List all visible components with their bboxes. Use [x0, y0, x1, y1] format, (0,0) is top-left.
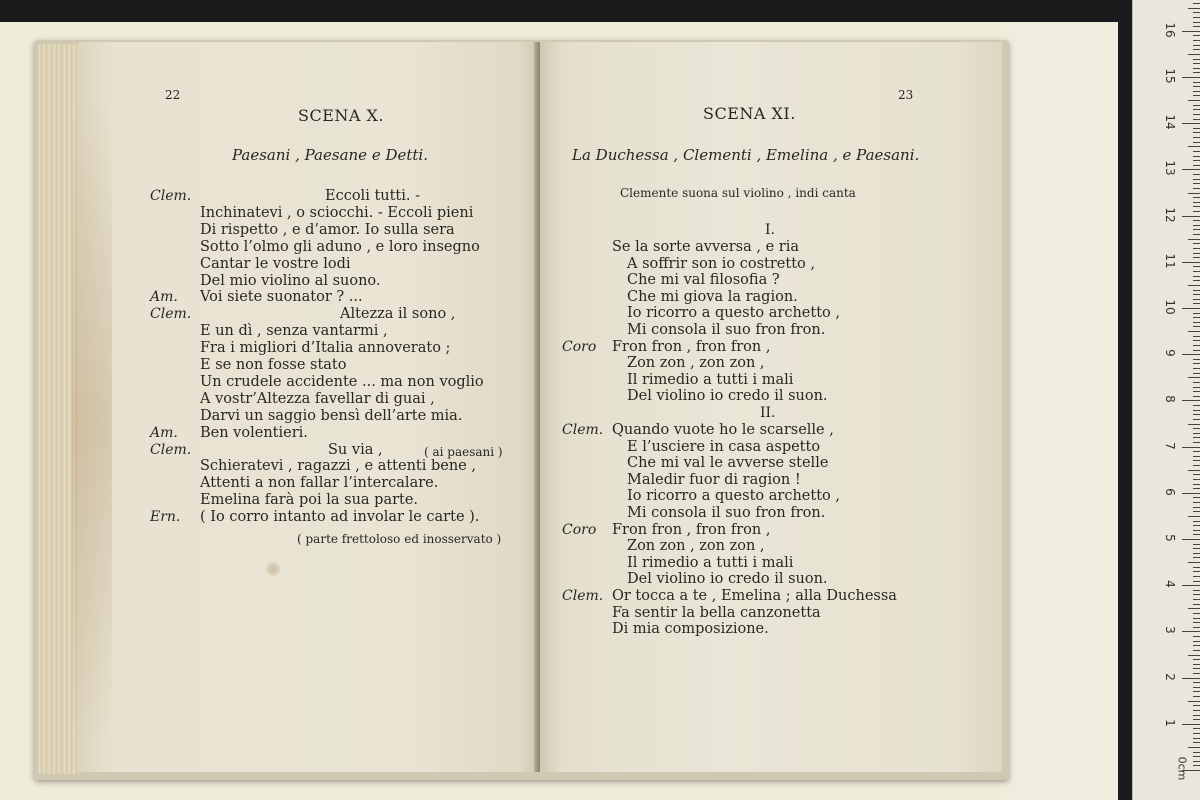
- ruler-tick: [1182, 447, 1200, 448]
- ruler-tick: [1193, 622, 1200, 623]
- ruler-tick: [1193, 437, 1200, 438]
- ruler-tick: [1188, 424, 1200, 425]
- ruler-tick: [1193, 682, 1200, 683]
- ruler-tick: [1193, 650, 1200, 651]
- ruler-tick: [1193, 659, 1200, 660]
- ruler-tick: [1193, 664, 1200, 665]
- song-line: Il rimedio a tutti i mali: [627, 371, 794, 388]
- ruler-tick: [1193, 673, 1200, 674]
- ruler-tick: [1182, 724, 1200, 725]
- dialogue-line: Cantar le vostre lodi: [200, 255, 351, 272]
- ruler-tick: [1193, 502, 1200, 503]
- ruler-number: 4: [1163, 580, 1177, 588]
- ruler-tick: [1193, 705, 1200, 706]
- song-line: Se la sorte avversa , e ria: [612, 239, 799, 255]
- ruler-tick: [1193, 368, 1200, 369]
- ruler-tick: [1193, 40, 1200, 41]
- ruler-tick: [1193, 271, 1200, 272]
- ruler-tick: [1188, 562, 1200, 563]
- speaker-label: Coro: [562, 521, 597, 538]
- ruler-tick: [1193, 257, 1200, 258]
- ruler-tick: [1193, 442, 1200, 443]
- page-number-left: 22: [165, 88, 181, 102]
- ruler-tick: [1193, 63, 1200, 64]
- song-line: Fron fron , fron fron ,: [612, 521, 771, 538]
- ruler-tick: [1188, 146, 1200, 147]
- ruler-tick: [1193, 553, 1200, 554]
- dialogue-line: Del mio violino al suono.: [200, 272, 381, 289]
- ruler-tick: [1182, 400, 1200, 401]
- ruler-number: 15: [1163, 68, 1177, 84]
- ruler-tick: [1193, 22, 1200, 23]
- ruler-number: 13: [1163, 160, 1177, 177]
- ruler-tick: [1193, 294, 1200, 295]
- ruler-tick: [1188, 655, 1200, 656]
- ruler-tick: [1193, 507, 1200, 508]
- dialogue-line: E un dì , senza vantarmi ,: [200, 323, 388, 340]
- song-line: Che mi val le avverse stelle: [627, 455, 829, 472]
- ruler-tick: [1193, 391, 1200, 392]
- ink-spot: [266, 562, 280, 576]
- ruler-tick: [1193, 234, 1200, 235]
- ruler-tick: [1193, 752, 1200, 753]
- ruler-tick: [1193, 91, 1200, 92]
- ruler-tick: [1193, 548, 1200, 549]
- ruler-tick: [1193, 326, 1200, 327]
- ruler-tick: [1193, 465, 1200, 466]
- ruler-tick: [1193, 336, 1200, 337]
- ruler-tick: [1193, 17, 1200, 18]
- song-line: Maledir fuor di ragion !: [627, 471, 801, 488]
- ruler-tick: [1193, 183, 1200, 184]
- background-mat-right: [1000, 22, 1118, 800]
- song-line: Zon zon , zon zon ,: [627, 355, 765, 372]
- scene-title-left: SCENA X.: [298, 106, 384, 125]
- ruler-tick: [1193, 345, 1200, 346]
- speaker-label: Am.: [150, 289, 178, 306]
- edge-foxing: [72, 102, 112, 742]
- ruler-tick: [1193, 72, 1200, 73]
- speaker-label: Am.: [150, 424, 178, 441]
- ruler-tick: [1193, 525, 1200, 526]
- ruler-tick: [1193, 627, 1200, 628]
- ruler-tick: [1193, 636, 1200, 637]
- scene-characters-left: Paesani , Paesane e Detti.: [232, 146, 428, 164]
- ruler-tick: [1193, 109, 1200, 110]
- ruler-tick: [1193, 451, 1200, 452]
- ruler-tick: [1193, 405, 1200, 406]
- ruler-tick: [1193, 114, 1200, 115]
- ruler-tick: [1182, 678, 1200, 679]
- ruler-tick: [1193, 363, 1200, 364]
- dialogue-line: ( Io corro intanto ad involar le carte ).: [200, 509, 480, 526]
- ruler-tick: [1193, 211, 1200, 212]
- ruler-tick: [1193, 521, 1200, 522]
- song-line: Io ricorro a questo archetto ,: [627, 488, 840, 505]
- stage-direction-right: Clemente suona sul violino , indi canta: [620, 186, 856, 200]
- ruler-tick: [1188, 239, 1200, 240]
- ruler-tick: [1188, 8, 1200, 9]
- ruler-tick: [1182, 216, 1200, 217]
- ruler-tick: [1193, 206, 1200, 207]
- ruler-tick: [1193, 188, 1200, 189]
- speaker-label: Clem.: [150, 188, 192, 204]
- inline-stage-direction: ( ai paesani ): [424, 444, 503, 459]
- song-line: Che mi val filosofia ?: [627, 272, 780, 289]
- ruler-tick: [1188, 331, 1200, 332]
- dialogue-line: A vostr’Altezza favellar di guai ,: [200, 390, 435, 407]
- ruler-tick: [1193, 174, 1200, 175]
- ruler-tick: [1193, 119, 1200, 120]
- ruler-tick: [1193, 668, 1200, 669]
- ruler-tick: [1193, 530, 1200, 531]
- ruler-tick: [1193, 765, 1200, 766]
- ruler-tick: [1182, 308, 1200, 309]
- ruler-tick: [1188, 285, 1200, 286]
- ruler-tick: [1193, 687, 1200, 688]
- ruler-tick: [1193, 599, 1200, 600]
- ruler-tick: [1193, 359, 1200, 360]
- song-line: Che mi giova la ragion.: [627, 288, 798, 305]
- dialogue-line: Un crudele accidente ... ma non voglio: [200, 373, 484, 390]
- dialogue-line: E se non fosse stato: [200, 357, 347, 373]
- ruler-tick: [1182, 585, 1200, 586]
- ruler-number: 5: [1163, 534, 1177, 542]
- ruler-tick: [1193, 460, 1200, 461]
- ruler-tick: [1193, 497, 1200, 498]
- ruler-tick: [1188, 701, 1200, 702]
- ruler-tick: [1193, 474, 1200, 475]
- ruler-tick: [1193, 137, 1200, 138]
- ruler-tick: [1193, 151, 1200, 152]
- ruler-number: 14: [1163, 114, 1177, 130]
- ruler-tick: [1193, 428, 1200, 429]
- song-line: Di mia composizione.: [612, 621, 769, 638]
- ruler-tick: [1193, 12, 1200, 13]
- ruler-tick: [1193, 534, 1200, 535]
- ruler-tick: [1188, 54, 1200, 55]
- ruler-tick: [1193, 165, 1200, 166]
- ruler-tick: [1193, 419, 1200, 420]
- ruler-tick: [1193, 382, 1200, 383]
- ruler-tick: [1193, 761, 1200, 762]
- ruler-tick: [1193, 49, 1200, 50]
- ruler-tick: [1193, 322, 1200, 323]
- ruler-number: 2: [1163, 672, 1177, 681]
- ruler-tick: [1193, 719, 1200, 720]
- dialogue-line: Su via ,: [328, 441, 383, 458]
- ruler-tick: [1193, 26, 1200, 27]
- ruler-tick: [1182, 493, 1200, 494]
- ruler-tick: [1193, 197, 1200, 198]
- closing-stage-direction: ( parte frettoloso ed inosservato ): [297, 532, 502, 546]
- speaker-label: Ern.: [150, 509, 181, 526]
- ruler-tick: [1193, 350, 1200, 351]
- ruler-tick: [1193, 387, 1200, 388]
- ruler-tick: [1193, 142, 1200, 143]
- verse-number-two: II.: [760, 405, 776, 421]
- ruler-tick: [1193, 742, 1200, 743]
- song-line: A soffrir son io costretto ,: [627, 255, 815, 272]
- song-line: Fa sentir la bella canzonetta: [612, 604, 821, 621]
- ruler-tick: [1193, 299, 1200, 300]
- ruler-tick: [1193, 511, 1200, 512]
- ruler-tick: [1193, 590, 1200, 591]
- scene-title-right: SCENA XI.: [703, 104, 796, 123]
- song-line: Del violino io credo il suon.: [627, 571, 828, 588]
- dialogue-line: Di rispetto , e d’amor. Io sulla sera: [200, 221, 455, 238]
- dialogue-line: Darvi un saggio bensì dell’arte mia.: [200, 407, 463, 424]
- dialogue-line: Sotto l’olmo gli aduno , e loro insegno: [200, 238, 480, 255]
- ruler-tick: [1188, 470, 1200, 471]
- ruler-tick: [1193, 35, 1200, 36]
- ruler-tick: [1193, 414, 1200, 415]
- ruler-tick: [1193, 202, 1200, 203]
- ruler-tick: [1193, 128, 1200, 129]
- ruler-tick: [1193, 641, 1200, 642]
- ruler-tick: [1193, 710, 1200, 711]
- dialogue-line: Voi siete suonator ? ...: [200, 289, 363, 306]
- ruler-tick: [1188, 608, 1200, 609]
- ruler-tick: [1182, 123, 1200, 124]
- ruler-tick: [1193, 484, 1200, 485]
- ruler-tick: [1193, 276, 1200, 277]
- ruler-tick: [1193, 86, 1200, 87]
- ruler-tick: [1193, 567, 1200, 568]
- song-line: Mi consola il suo fron fron.: [627, 505, 826, 521]
- ruler-tick: [1193, 45, 1200, 46]
- ruler-tick: [1193, 95, 1200, 96]
- ruler-tick: [1193, 280, 1200, 281]
- ruler-tick: [1193, 3, 1200, 4]
- ruler-number: 7: [1163, 441, 1177, 450]
- dialogue-line: Attenti a non fallar l’intercalare.: [200, 475, 439, 492]
- ruler-tick: [1193, 179, 1200, 180]
- ruler-tick: [1193, 544, 1200, 545]
- ruler-tick: [1188, 747, 1200, 748]
- song-line: Quando vuote ho le scarselle ,: [612, 422, 834, 438]
- ruler-tick: [1193, 557, 1200, 558]
- ruler-tick: [1193, 618, 1200, 619]
- ruler-tick: [1182, 631, 1200, 632]
- scene-characters-right: La Duchessa , Clementi , Emelina , e Paesani.: [572, 146, 920, 164]
- ruler-tick: [1182, 169, 1200, 170]
- ruler-tick: [1193, 313, 1200, 314]
- ruler-tick: [1193, 594, 1200, 595]
- dialogue-line: Emelina farà poi la sua parte.: [200, 492, 419, 509]
- song-line: Io ricorro a questo archetto ,: [627, 305, 840, 322]
- ruler-tick: [1182, 262, 1200, 263]
- dialogue-line: Inchinatevi , o sciocchi. - Eccoli pieni: [200, 204, 474, 221]
- ruler-tick: [1193, 696, 1200, 697]
- ruler-number: 9: [1163, 349, 1177, 357]
- dialogue-line: Ben volentieri.: [200, 424, 308, 441]
- ruler-number: 16: [1163, 22, 1177, 38]
- ruler-tick: [1193, 303, 1200, 304]
- speaker-label: Clem.: [150, 441, 192, 458]
- ruler-tick: [1193, 160, 1200, 161]
- ruler-number: 1: [1163, 718, 1177, 727]
- ruler-tick: [1193, 733, 1200, 734]
- song-line: Fron fron , fron fron ,: [612, 338, 771, 355]
- ruler-tick: [1193, 156, 1200, 157]
- song-line: Mi consola il suo fron fron.: [627, 322, 826, 338]
- ruler-tick: [1188, 377, 1200, 378]
- ruler-tick: [1193, 613, 1200, 614]
- ruler-number: 12: [1163, 206, 1177, 223]
- ruler-tick: [1188, 193, 1200, 194]
- ruler-tick: [1193, 433, 1200, 434]
- ruler-tick: [1193, 604, 1200, 605]
- ruler-tick: [1193, 479, 1200, 480]
- ruler-tick: [1193, 396, 1200, 397]
- ruler-tick: [1193, 571, 1200, 572]
- ruler-tick: [1193, 691, 1200, 692]
- dialogue-line: Altezza il sono ,: [340, 306, 456, 323]
- ruler-tick: [1193, 581, 1200, 582]
- ruler-tick: [1193, 59, 1200, 60]
- ruler-tick: [1188, 516, 1200, 517]
- ruler-tick: [1193, 68, 1200, 69]
- page-number-right: 23: [898, 88, 914, 102]
- ruler-tick: [1193, 576, 1200, 577]
- ruler-number: 6: [1163, 487, 1177, 496]
- speaker-label: Clem.: [562, 588, 604, 604]
- verse-number-one: I.: [765, 222, 775, 238]
- ruler-tick: [1193, 266, 1200, 267]
- ruler-tick: [1182, 354, 1200, 355]
- ruler-number: 10: [1163, 299, 1177, 315]
- ruler-tick: [1193, 456, 1200, 457]
- ruler-number: 11: [1163, 253, 1177, 269]
- ruler-tick: [1193, 220, 1200, 221]
- ruler-tick: [1182, 539, 1200, 540]
- ruler-tick: [1193, 756, 1200, 757]
- ruler-tick: [1193, 488, 1200, 489]
- ruler-tick: [1182, 77, 1200, 78]
- ruler-number: 3: [1163, 626, 1177, 635]
- ruler-tick: [1193, 248, 1200, 249]
- ruler-tick: [1193, 645, 1200, 646]
- speaker-label: Coro: [562, 338, 597, 355]
- speaker-label: Clem.: [562, 422, 604, 438]
- ruler-tick: [1193, 317, 1200, 318]
- ruler-tick: [1193, 340, 1200, 341]
- ruler-tick: [1193, 82, 1200, 83]
- ruler-tick: [1182, 31, 1200, 32]
- ruler-tick: [1193, 715, 1200, 716]
- ruler-tick: [1193, 410, 1200, 411]
- speaker-label: Clem.: [150, 306, 192, 323]
- ruler-tick: [1193, 105, 1200, 106]
- song-line: Zon zon , zon zon ,: [627, 538, 765, 555]
- ruler-tick: [1193, 253, 1200, 254]
- dialogue-line: Fra i migliori d’Italia annoverato ;: [200, 340, 451, 357]
- song-line: E l’usciere in casa aspetto: [627, 438, 821, 455]
- ruler-tick: [1193, 243, 1200, 244]
- ruler-tick: [1193, 373, 1200, 374]
- ruler-tick: [1193, 738, 1200, 739]
- ruler-tick: [1193, 728, 1200, 729]
- ruler-tick: [1193, 132, 1200, 133]
- song-line: Il rimedio a tutti i mali: [627, 554, 794, 571]
- ruler-unit-label: 0cm: [1175, 756, 1189, 781]
- ruler-number: 8: [1163, 395, 1177, 404]
- dialogue-line: Schieratevi , ragazzi , e attenti bene ,: [200, 458, 476, 475]
- ruler-tick: [1193, 290, 1200, 291]
- ruler-tick: [1188, 100, 1200, 101]
- song-line: Or tocca a te , Emelina ; alla Duchessa: [612, 588, 897, 604]
- dialogue-line: Eccoli tutti. -: [325, 188, 421, 204]
- ruler-tick: [1193, 225, 1200, 226]
- ruler-tick: [1193, 229, 1200, 230]
- song-line: Del violino io credo il suon.: [627, 388, 828, 405]
